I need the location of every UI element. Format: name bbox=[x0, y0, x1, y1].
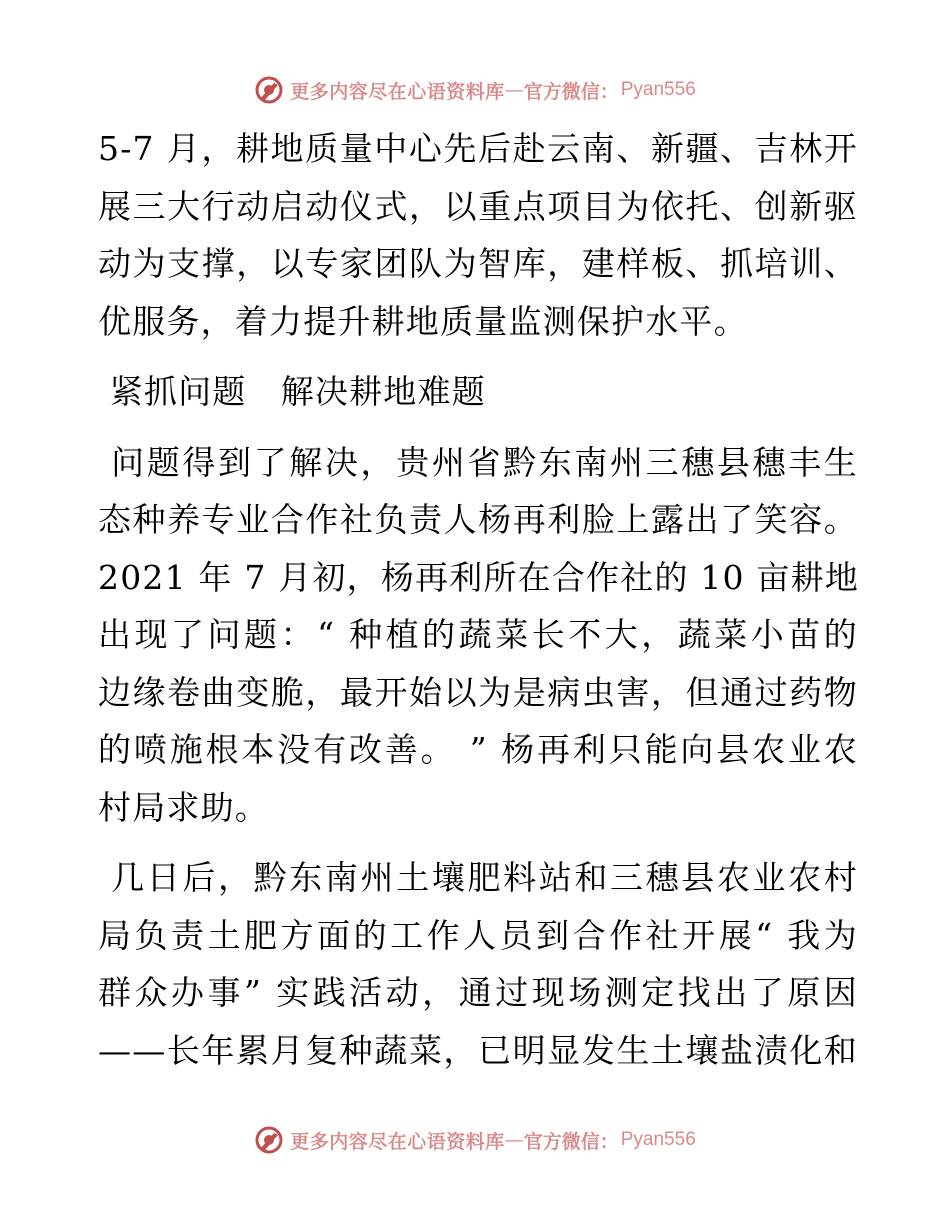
banner-wechat-id: Pyan556 bbox=[620, 1129, 696, 1150]
text-line: ——长年累月复种蔬菜，已明显发生土壤盐渍化和 bbox=[98, 1030, 858, 1070]
paragraph-gap bbox=[98, 421, 858, 434]
text-line: 边缘卷曲变脆，最开始以为是病虫害，但通过药物 bbox=[98, 672, 858, 712]
paragraph bbox=[98, 120, 858, 350]
banner-wechat-id: Pyan556 bbox=[620, 79, 696, 100]
paragraph bbox=[98, 849, 858, 1079]
text-line: 优服务，着力提升耕地质量监测保护水平。 bbox=[98, 301, 748, 341]
paragraph bbox=[98, 434, 858, 837]
text-line: 问题得到了解决，贵州省黔东南州三穗县穗丰生 bbox=[98, 442, 858, 482]
heading-text: 紧抓问题 解决耕地难题 bbox=[98, 372, 486, 411]
banner-wechat-label: 官方微信： bbox=[523, 80, 619, 103]
banner-main-text: 更多内容尽在心语资料库 bbox=[290, 80, 505, 103]
header-banner bbox=[0, 72, 950, 108]
banner-separator: — bbox=[504, 79, 524, 101]
logo-icon bbox=[254, 75, 284, 105]
logo-icon bbox=[254, 1125, 284, 1155]
banner-main-text: 更多内容尽在心语资料库 bbox=[290, 1130, 505, 1153]
text-line: 出现了问题：“ 种植的蔬菜长不大，蔬菜小苗的 bbox=[98, 615, 858, 654]
text-line: 5-7 月，耕地质量中心先后赴云南、新疆、吉林开 bbox=[98, 129, 858, 168]
text-line: 2021 年 7 月初，杨再利所在合作社的 10 亩耕地 bbox=[98, 557, 860, 597]
footer-banner bbox=[0, 1122, 950, 1158]
text-line: 村局求助。 bbox=[98, 787, 269, 827]
text-line: 几日后，黔东南州土壤肥料站和三穗县农业农村 bbox=[98, 858, 858, 897]
document-body bbox=[98, 120, 858, 1079]
text-line: 局负责土肥方面的工作人员到合作社开展“ 我为 bbox=[98, 915, 858, 955]
banner-wechat-label: 官方微信： bbox=[523, 1130, 619, 1153]
paragraph-gap bbox=[98, 836, 858, 849]
text-line: 群众办事” 实践活动，通过现场测定找出了原因 bbox=[98, 973, 858, 1012]
paragraph-gap bbox=[98, 350, 858, 363]
text-line: 展三大行动启动仪式，以重点项目为依托、创新驱 bbox=[98, 186, 858, 226]
text-line: 动为支撑，以专家团队为智库，建样板、抓培训、 bbox=[98, 244, 858, 283]
banner-separator: — bbox=[504, 1129, 524, 1151]
text-line: 的喷施根本没有改善。 ” 杨再利只能向县农业农 bbox=[98, 730, 858, 769]
text-line: 态种养专业合作社负责人杨再利脸上露出了笑容。 bbox=[98, 500, 858, 539]
section-heading bbox=[98, 363, 858, 421]
